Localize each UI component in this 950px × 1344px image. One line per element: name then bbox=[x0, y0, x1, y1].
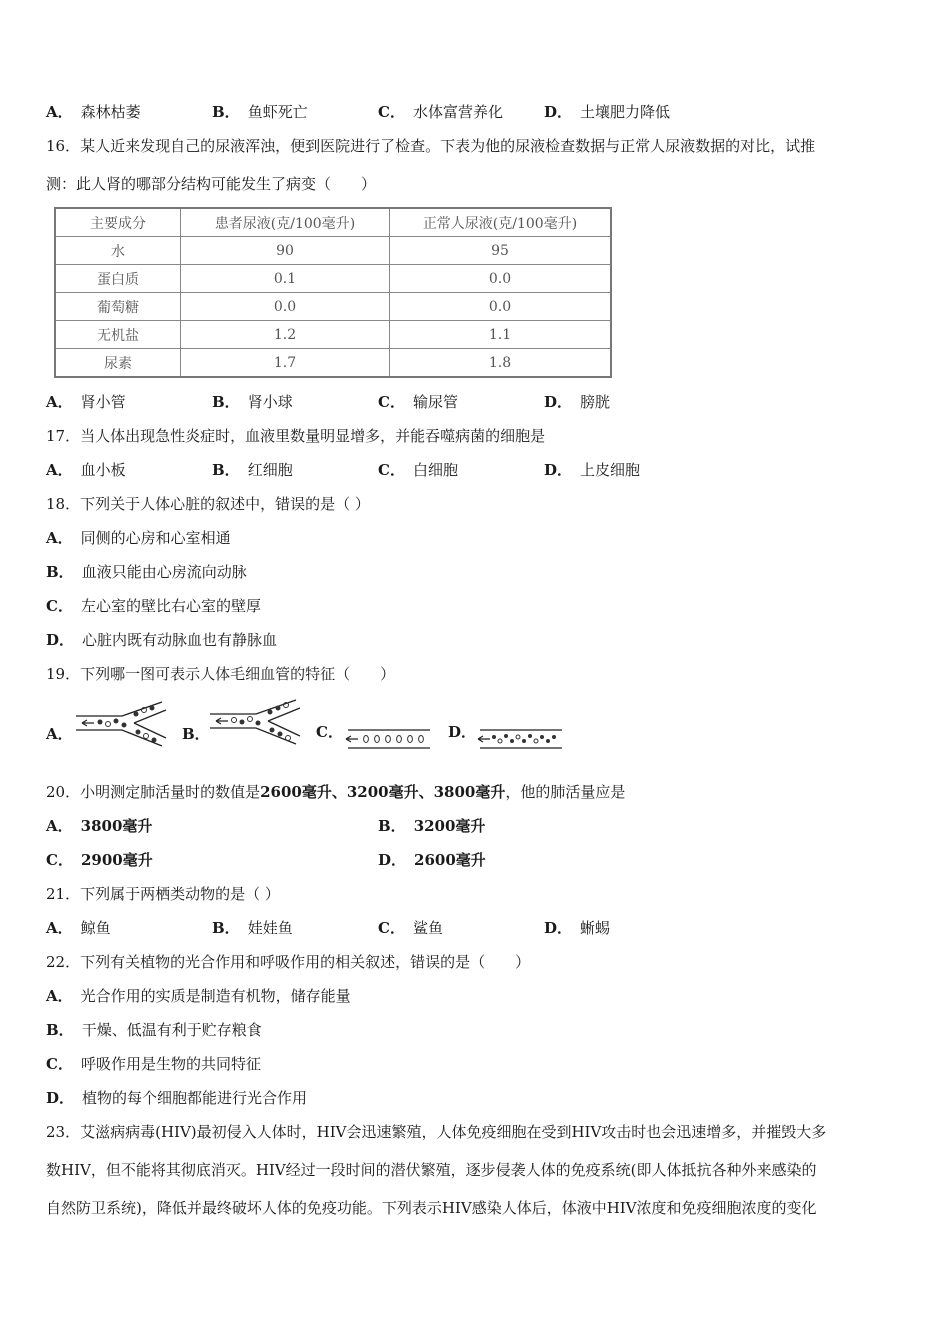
table-cell: 尿素 bbox=[55, 349, 181, 378]
table-header-row bbox=[55, 208, 611, 237]
q15-option-a: A． 森林枯萎 bbox=[46, 103, 141, 121]
table-header-cell: 患者尿液(克/100毫升) bbox=[181, 208, 390, 237]
q16-stem-line1: 16．某人近来发现自己的尿液浑浊，便到医院进行了检查。下表为他的尿液检查数据与正常人尿液数据的对比，试推 bbox=[46, 137, 816, 155]
table-row bbox=[55, 265, 611, 293]
table-cell: 0.0 bbox=[390, 265, 612, 293]
q20-option-c: C． 2900毫升 bbox=[46, 851, 153, 869]
table-cell: 95 bbox=[390, 237, 612, 265]
q22-option-c: C． 呼吸作用是生物的共同特征 bbox=[46, 1055, 261, 1073]
q16-option-a: A． 肾小管 bbox=[46, 393, 126, 411]
q20-option-a: A． 3800毫升 bbox=[46, 817, 153, 835]
q21-option-a: A． 鲸鱼 bbox=[46, 919, 111, 937]
q23-stem-line1: 23．艾滋病病毒(HIV)最初侵入人体时，HIV会迅速繁殖，人体免疫细胞在受到HIV攻击时也会迅速增多，并摧毁大多 bbox=[46, 1123, 827, 1141]
q17-option-d: D． 上皮细胞 bbox=[544, 461, 641, 479]
q21-option-d: D． 蜥蜴 bbox=[544, 919, 611, 937]
q15-option-c: C． 水体富营养化 bbox=[378, 103, 503, 121]
q16-option-b: B． 肾小球 bbox=[212, 393, 293, 411]
capillary-diagram-a bbox=[74, 700, 170, 752]
q16-option-d: D． 膀胱 bbox=[544, 393, 611, 411]
table-row bbox=[55, 321, 611, 349]
table-cell: 1.1 bbox=[390, 321, 612, 349]
table-cell: 无机盐 bbox=[55, 321, 181, 349]
table-row bbox=[55, 293, 611, 321]
q19-label-a: A． bbox=[46, 725, 73, 743]
q21-option-c: C． 鲨鱼 bbox=[378, 919, 443, 937]
q16-option-c: C． 输尿管 bbox=[378, 393, 458, 411]
q16-stem-line2: 测：此人肾的哪部分结构可能发生了病变（ ） bbox=[46, 175, 377, 193]
q18-option-b: B． 血液只能由心房流向动脉 bbox=[46, 563, 247, 581]
q22-stem: 22．下列有关植物的光合作用和呼吸作用的相关叙述，错误的是（ ） bbox=[46, 953, 531, 971]
capillary-diagram-d bbox=[476, 726, 566, 752]
q17-stem: 17．当人体出现急性炎症时，血液里数量明显增多，并能吞噬病菌的细胞是 bbox=[46, 427, 546, 445]
table-row bbox=[55, 349, 611, 378]
q21-option-b: B． 娃娃鱼 bbox=[212, 919, 293, 937]
q18-option-a: A． 同侧的心房和心室相通 bbox=[46, 529, 231, 547]
table-cell: 1.8 bbox=[390, 349, 612, 378]
q18-option-d: D． 心脏内既有动脉血也有静脉血 bbox=[46, 631, 278, 649]
q19-label-c: C． bbox=[316, 723, 343, 741]
q17-option-b: B． 红细胞 bbox=[212, 461, 293, 479]
q17-option-a: A． 血小板 bbox=[46, 461, 126, 479]
q19-label-d: D． bbox=[448, 723, 477, 741]
q23-stem-line3: 自然防卫系统)，降低并最终破坏人体的免疫功能。下列表示HIV感染人体后，体液中HIV浓度和免疫细胞浓度的变化 bbox=[46, 1199, 817, 1217]
table-cell: 蛋白质 bbox=[55, 265, 181, 293]
table-header-cell: 正常人尿液(克/100毫升) bbox=[390, 208, 612, 237]
capillary-diagram-c bbox=[344, 726, 434, 752]
table-cell: 1.7 bbox=[181, 349, 390, 378]
table-cell: 90 bbox=[181, 237, 390, 265]
q20-option-d: D． 2600毫升 bbox=[378, 851, 486, 869]
q15-option-d: D． 土壤肥力降低 bbox=[544, 103, 671, 121]
q20-stem: 20．小明测定肺活量时的数值是2600毫升、3200毫升、3800毫升，他的肺活量应是 bbox=[46, 783, 626, 801]
table-cell: 0.0 bbox=[390, 293, 612, 321]
table-cell: 水 bbox=[55, 237, 181, 265]
q18-stem: 18．下列关于人体心脏的叙述中，错误的是（ ） bbox=[46, 495, 370, 513]
q22-option-a: A． 光合作用的实质是制造有机物，储存能量 bbox=[46, 987, 351, 1005]
q19-label-b: B． bbox=[182, 725, 210, 743]
table-row bbox=[55, 237, 611, 265]
table-cell: 葡萄糖 bbox=[55, 293, 181, 321]
q18-option-c: C． 左心室的壁比右心室的壁厚 bbox=[46, 597, 261, 615]
q21-stem: 21．下列属于两栖类动物的是（ ） bbox=[46, 885, 280, 903]
q15-option-b: B． 鱼虾死亡 bbox=[212, 103, 308, 121]
q20-option-b: B． 3200毫升 bbox=[378, 817, 486, 835]
table-cell: 1.2 bbox=[181, 321, 390, 349]
q23-stem-line2: 数HIV，但不能将其彻底消灭。HIV经过一段时间的潜伏繁殖，逐步侵袭人体的免疫系统(即人体抵抗各种外来感染的 bbox=[46, 1161, 817, 1179]
capillary-diagram-b bbox=[208, 698, 304, 750]
q22-option-b: B． 干燥、低温有利于贮存粮食 bbox=[46, 1021, 262, 1039]
table-header-cell: 主要成分 bbox=[55, 208, 181, 237]
table-cell: 0.1 bbox=[181, 265, 390, 293]
urine-comparison-table bbox=[54, 207, 612, 378]
q22-option-d: D． 植物的每个细胞都能进行光合作用 bbox=[46, 1089, 308, 1107]
q17-option-c: C． 白细胞 bbox=[378, 461, 458, 479]
table-cell: 0.0 bbox=[181, 293, 390, 321]
q19-stem: 19．下列哪一图可表示人体毛细血管的特征（ ） bbox=[46, 665, 396, 683]
